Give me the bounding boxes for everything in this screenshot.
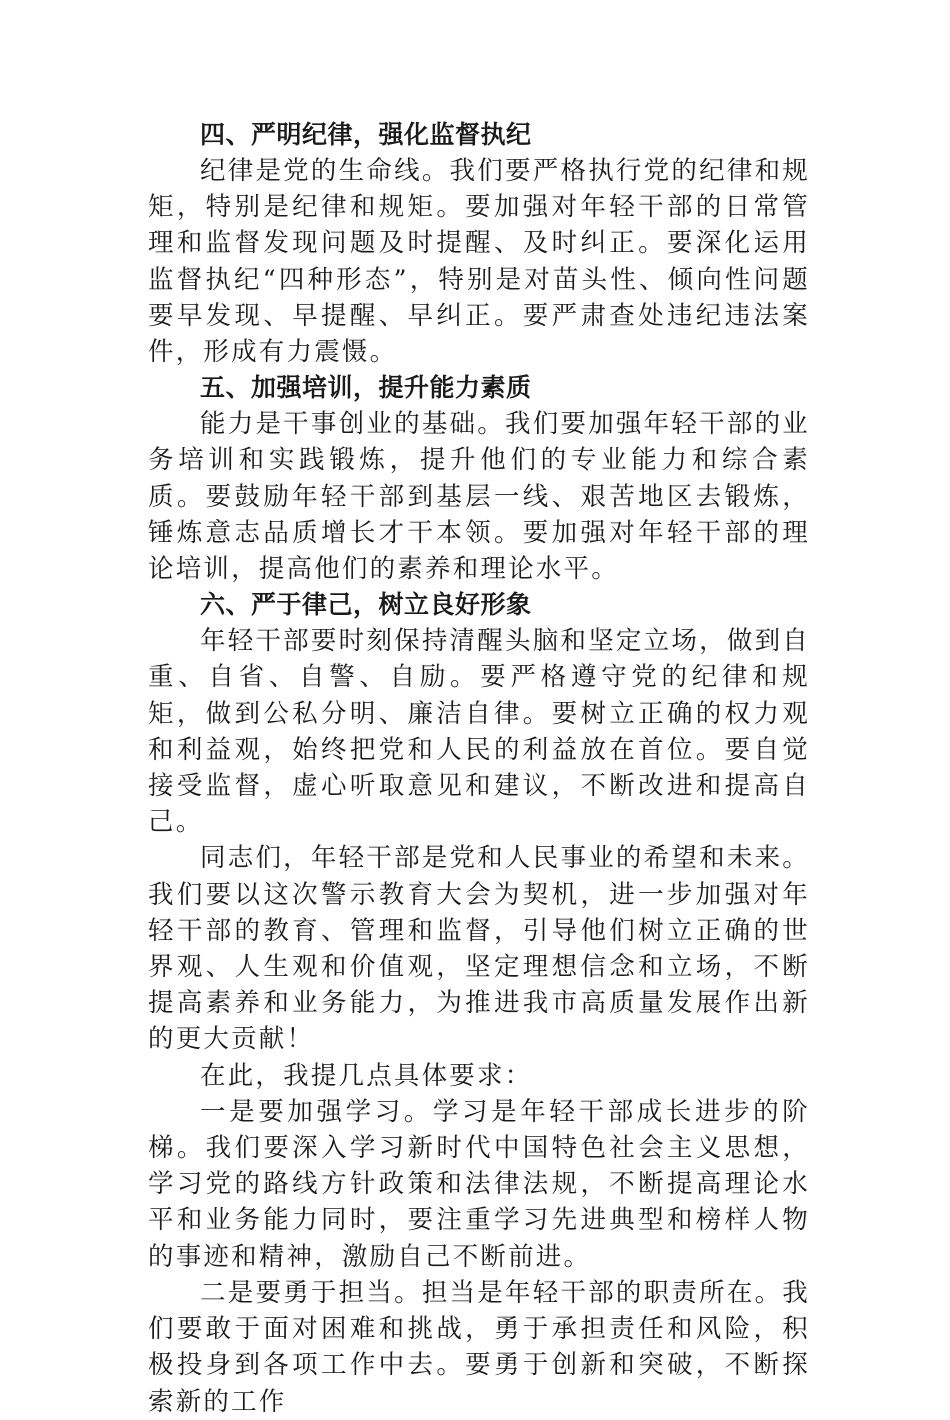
requirements-intro: 在此，我提几点具体要求： bbox=[200, 1060, 533, 1091]
requirement-paragraph-1: 一是要加强学习。学习是年轻干部成长进步的阶梯。我们要深入学习新时代中国特色社会主义思想，学习党的路线方针政策和法律法规，不断提高理论水平和业务能力同时，要注重学习先进典型和榜样人物的事迹和精神，激励自己不断前进。 bbox=[148, 1096, 810, 1272]
document-page bbox=[148, 117, 810, 1420]
closing-paragraph: 同志们，年轻干部是党和人民事业的希望和未来。我们要以这次警示教育大会为契机，进一步加强对年轻干部的教育、管理和监督，引导他们树立正确的世界观、人生观和价值观，坚定理想信念和立场，不断提高素养和业务能力，为推进我市高质量发展作出新的更大贡献！ bbox=[148, 843, 810, 1055]
section-paragraph-6: 年轻干部要时刻保持清醒头脑和坚定立场，做到自重、自省、自警、自励。要严格遵守党的纪律和规矩，做到公私分明、廉洁自律。要树立正确的权力观和利益观，始终把党和人民的利益放在首位。要自觉接受监督，虚心听取意见和建议，不断改进和提高自己。 bbox=[148, 626, 810, 838]
section-heading-5: 五、加强培训，提升能力素质 bbox=[200, 373, 532, 403]
section-paragraph-4: 纪律是党的生命线。我们要严格执行党的纪律和规矩，特别是纪律和规矩。要加强对年轻干部的日常管理和监督发现问题及时提醒、及时纠正。要深化运用监督执纪“四种形态”，特别是对苗头性、倾向性问题要早发现、早提醒、早纠正。要严肃查处违纪违法案件，形成有力震慑。 bbox=[148, 156, 810, 368]
section-heading-4: 四、严明纪律，强化监督执纪 bbox=[200, 120, 532, 149]
section-heading-6: 六、严于律己，树立良好形象 bbox=[200, 590, 532, 620]
section-paragraph-5: 能力是干事创业的基础。我们要加强年轻干部的业务培训和实践锻炼，提升他们的专业能力和综合素质。要鼓励年轻干部到基层一线、艰苦地区去锻炼，锤炼意志品质增长才干本领。要加强对年轻干部的理论培训，提高他们的素养和理论水平。 bbox=[148, 409, 810, 585]
requirement-paragraph-2: 二是要勇于担当。担当是年轻干部的职责所在。我们要敢于面对困难和挑战，勇于承担责任和风险，积极投身到各项工作中去。要勇于创新和突破，不断探索新的工作 bbox=[148, 1277, 810, 1417]
